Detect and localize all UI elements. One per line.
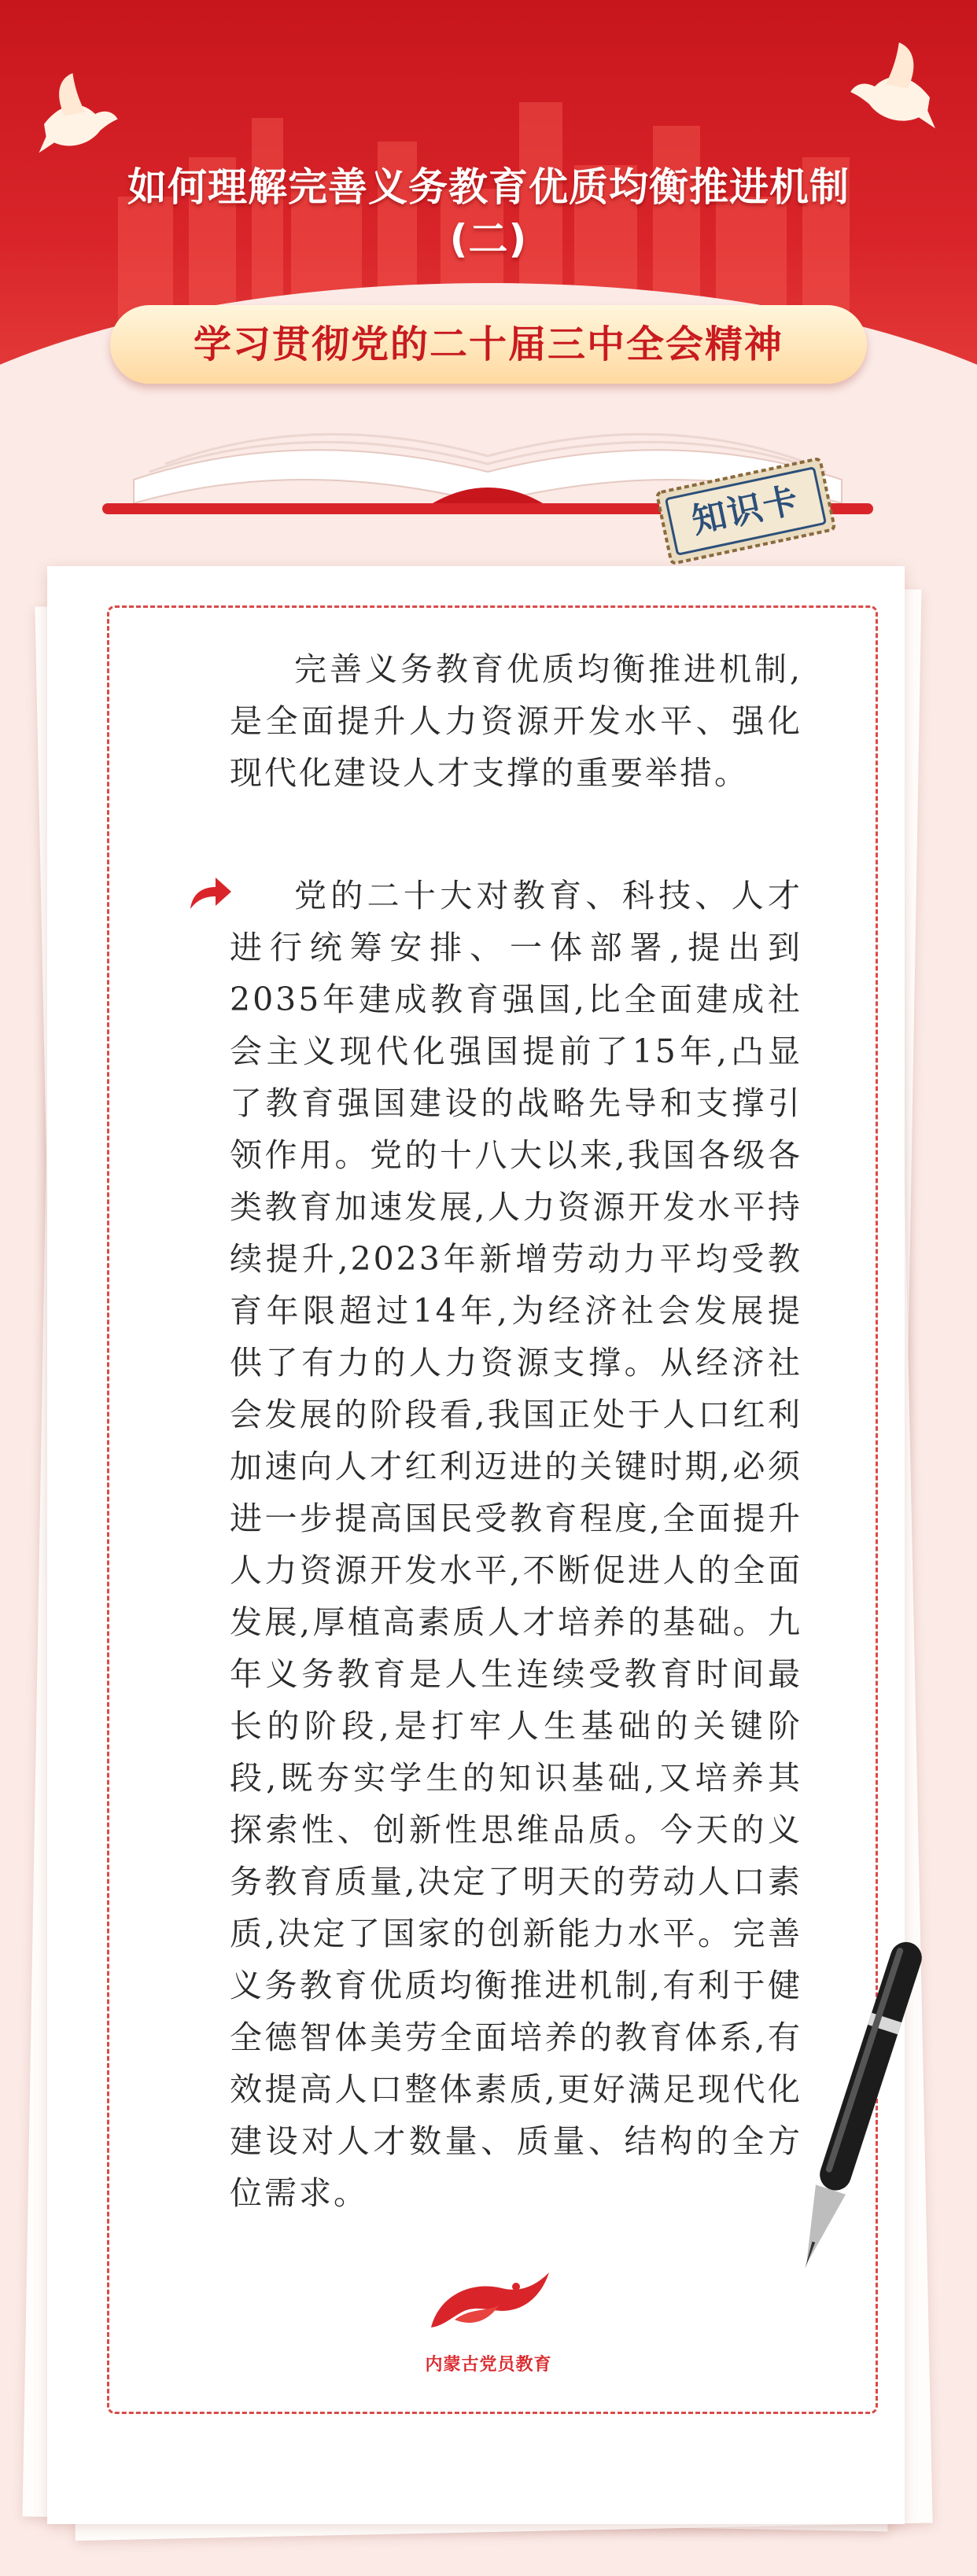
subtitle-banner bbox=[110, 305, 867, 384]
logo-text: 内蒙古党员教育 bbox=[425, 2355, 552, 2375]
pen-icon bbox=[787, 1919, 928, 2296]
subtitle: 学习贯彻党的二十届三中全会精神 bbox=[193, 322, 783, 366]
stamp-label: 知识卡 bbox=[688, 480, 803, 542]
dove-icon bbox=[24, 63, 126, 165]
dove-icon bbox=[842, 31, 952, 142]
arrow-icon bbox=[187, 874, 233, 914]
paragraph-intro: 完善义务教育优质均衡推进机制,是全面提升人力资源开发水平、强化现代化建设人才支撑的重要举措。 bbox=[230, 650, 802, 792]
logo-icon bbox=[423, 2265, 555, 2343]
title-line-1: 如何理解完善义务教育优质均衡推进机制 bbox=[127, 164, 850, 210]
page-title bbox=[0, 161, 977, 265]
paragraph-body: 党的二十大对教育、科技、人才进行统筹安排、一体部署,提出到2035年建成教育强国,比全面建成社会主义现代化强国提前了15年,凸显了教育强国建设的战略先导和支撑引领作用。党的十八大以来,我国各级各类教育加速发展,人力资源开发水平持续提升,2023年新增劳动力平均受教育年限超过14年,为经济社会发展提供了有力的人力资源支撑。从经济社会发展的阶段看,我国正处于人口红利加速向人才红利迈进的关键时期,必须进一步提高国民受教育程度,全面提升人力资源开发水平,不断促进人的全面发展,厚植高素质人才培养的基础。九年义务教育是人生连续受教育时间最长的阶段,是打牢人生基础的关键阶段,既夯实学生的知识基础,又培养其探索性、创新性思维品质。今天的义务教育质量,决定了明天的劳动人口素质,决定了国家的创新能力水平。完善义务教育优质均衡推进机制,有利于健全德智体美劳全面培养的教育体系,有效提高人口整体素质,更好满足现代化建设对人才数量、质量、结构的全方位需求。 bbox=[230, 877, 802, 2212]
title-line-2: (二) bbox=[449, 216, 528, 262]
